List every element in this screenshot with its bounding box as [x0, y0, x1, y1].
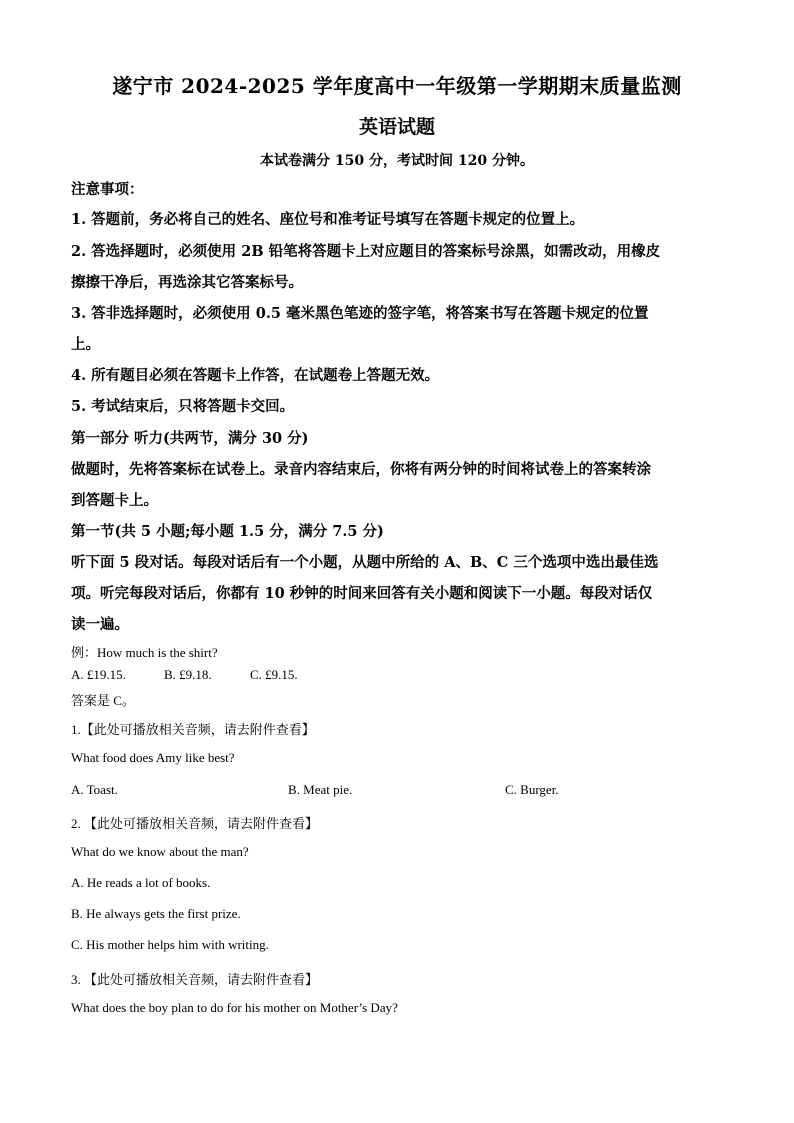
- question-option-c: C. His mother helps him with writing.: [71, 937, 269, 952]
- exam-title: 遂宁市 2024-2025 学年度高中一年级第一学期期末质量监测: [112, 74, 682, 98]
- example-answer: 答案是 C。: [71, 693, 135, 708]
- note-item: 擦擦干净后，再选涂其它答案标号。: [71, 274, 303, 291]
- question-text: What food does Amy like best?: [71, 750, 235, 765]
- question-text: What do we know about the man?: [71, 844, 249, 859]
- question-option-a: A. He reads a lot of books.: [71, 875, 211, 890]
- note-item: 4. 所有题目必须在答题卡上作答，在试题卷上答题无效。: [71, 367, 440, 384]
- section1-heading: 第一节(共 5 小题;每小题 1.5 分，满分 7.5 分): [71, 523, 384, 540]
- part1-heading: 第一部分 听力(共两节，满分 30 分): [71, 430, 309, 447]
- question-option-b: B. Meat pie.: [288, 782, 353, 797]
- part1-intro: 做题时，先将答案标在试卷上。录音内容结束后，你将有两分钟的时间将试卷上的答案转涂: [71, 461, 651, 478]
- example-option-b: B. £9.18.: [164, 667, 212, 682]
- note-item: 3. 答非选择题时，必须使用 0.5 毫米黑色笔迹的签字笔，将答案书写在答题卡规定的位置: [71, 305, 649, 322]
- score-line: 本试卷满分 150 分，考试时间 120 分钟。: [260, 153, 534, 169]
- question-number: 2. 【此处可播放相关音频，请去附件查看】: [71, 816, 319, 831]
- exam-subtitle: 英语试题: [358, 116, 435, 138]
- question-text: What does the boy plan to do for his mother on Mother’s Day?: [71, 1000, 398, 1015]
- note-item: 上。: [71, 336, 100, 353]
- question-option-a: A. Toast.: [71, 782, 118, 797]
- section1-intro: 听下面 5 段对话。每段对话后有一个小题，从题中所给的 A、B、C 三个选项中选出最佳选: [71, 554, 659, 571]
- note-item: 1. 答题前，务必将自己的姓名、座位号和准考证号填写在答题卡规定的位置上。: [71, 211, 585, 228]
- example-option-c: C. £9.15.: [250, 667, 298, 682]
- example-question: 例：How much is the shirt?: [71, 645, 218, 660]
- example-option-a: A. £19.15.: [71, 667, 126, 682]
- question-number: 3. 【此处可播放相关音频，请去附件查看】: [71, 972, 319, 987]
- notes-heading: 注意事项：: [71, 181, 144, 198]
- note-item: 5. 考试结束后，只将答题卡交回。: [71, 398, 295, 415]
- section1-intro: 项。听完每段对话后，你都有 10 秒钟的时间来回答有关小题和阅读下一小题。每段对话仅: [71, 585, 653, 602]
- note-item: 2. 答选择题时，必须使用 2B 铅笔将答题卡上对应题目的答案标号涂黑，如需改动，用橡皮: [71, 243, 661, 260]
- section1-intro: 读一遍。: [71, 616, 129, 633]
- part1-intro: 到答题卡上。: [71, 492, 158, 509]
- question-option-b: B. He always gets the first prize.: [71, 906, 241, 921]
- question-number: 1.【此处可播放相关音频，请去附件查看】: [71, 722, 315, 737]
- question-option-c: C. Burger.: [505, 782, 559, 797]
